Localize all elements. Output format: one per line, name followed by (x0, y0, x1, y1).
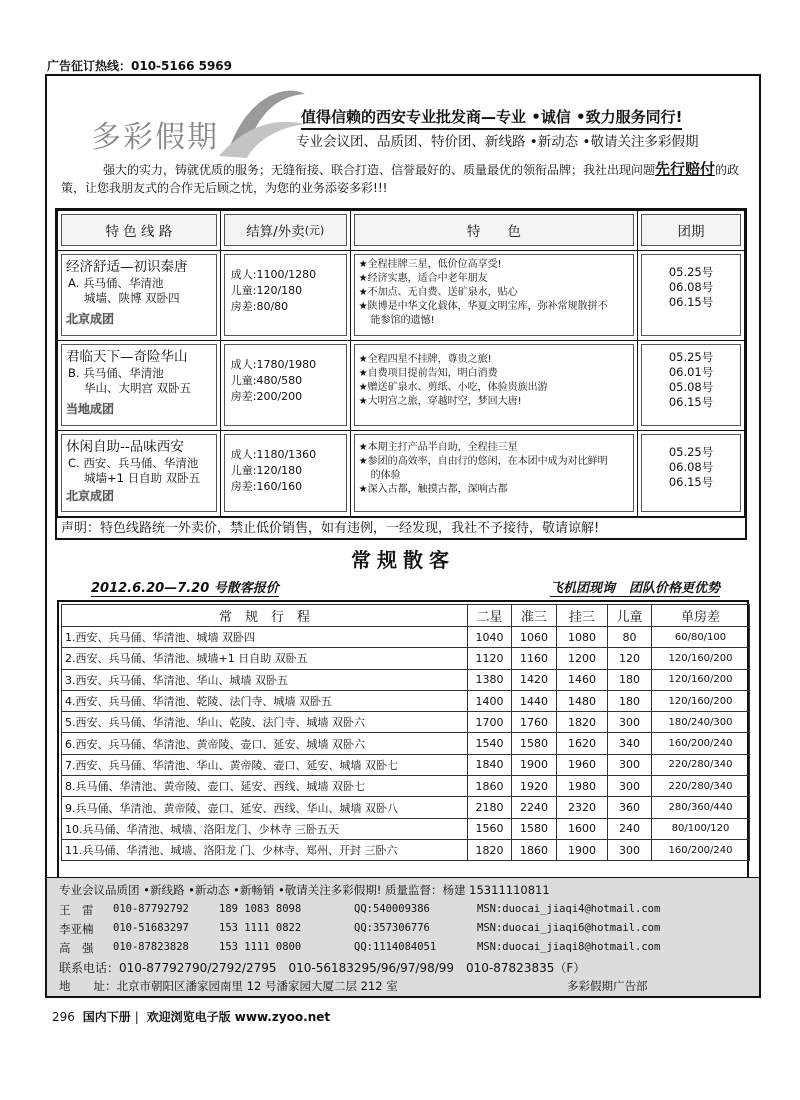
route-title: 休闲自助--品味西安 (66, 439, 184, 455)
regular-tours-panel (57, 600, 749, 880)
group-origin-stamp: 当地成团 (66, 402, 115, 416)
table-row: 7.西安、兵马俑、华清池、华山、黄帝陵、壶口、延安、城墙 双卧七 1840 1900 1960 300 220/280/340 (62, 754, 750, 775)
route-title: 经济舒适—初识秦唐 (66, 259, 188, 275)
route-dates: 05.25号 06.08号 06.15号 (641, 254, 741, 336)
route-dates: 05.25号 06.01号 05.08号 06.15号 (641, 344, 741, 426)
ad-header (47, 76, 759, 204)
route-features: ★本期主打产品半自助，全程挂三星 ★参团的高效率，自由行的悠闲，在本团中成为对比鲜明 的体验 ★深入古都，触摸古都，深响古都 (354, 434, 634, 512)
brand-logo (67, 84, 297, 154)
special-route-row (58, 341, 745, 431)
section-name: 国内下册 (82, 1010, 131, 1024)
intro-highlight: 先行赔付 (655, 160, 716, 178)
header-route: 特 色 线 路 (61, 214, 217, 246)
table-row: 2.西安、兵马俑、华清池、城墙+1 日自助 双卧五 1120 1160 1200 120 120/160/200 (62, 648, 750, 669)
special-routes-table (57, 210, 745, 517)
header-quasi-three: 准三 (512, 605, 557, 627)
route-title: 君临天下—奇险华山 (66, 349, 188, 365)
web-link: 欢迎浏览电子版 www.zyoo.net (146, 1010, 331, 1024)
special-routes-panel (55, 208, 747, 540)
header-single-room: 单房差 (652, 605, 750, 627)
header-itinerary: 常 规 行 程 (62, 605, 468, 627)
route-info: 君临天下—奇险华山 B. 兵马俑、华清池 华山、大明宫 双卧五 当地成团 (61, 344, 217, 426)
price-declaration: 声明：特色线路统一外卖价，禁止低价销售，如有违例，一经发现，我社不予接待，敬请谅解! (55, 517, 747, 541)
route-info: 经济舒适—初识秦唐 A. 兵马俑、华清池 城墙、陕博 双卧四 北京成团 (61, 254, 217, 336)
contact-phones: 联系电话：010-87792790/2792/2795 010-56183295/96/97/98/99 010-87823835（F） (59, 961, 586, 975)
page-number: 296 (52, 1010, 75, 1024)
headline: 值得信赖的西安专业批发商—专业 •诚信 •致力服务同行! (301, 106, 682, 130)
header-two-star: 二星 (468, 605, 512, 627)
contact-slogan: 专业会议品质团 •新线路 •新动态 •新畅销 •敬请关注多彩假期! 质量监督：杨建 15311110811 (59, 883, 550, 897)
header-three-star: 挂三 (557, 605, 608, 627)
route-features: ★全程挂牌三星，低价位高享受! ★经济实惠，适合中老年朋友 ★不加点、无自费、送矿泉水，贴心 ★陕博是中华文化载体，华夏文明宝库，弥补常规散拼不 能参馆的遗憾! (354, 254, 634, 336)
special-route-row (58, 251, 745, 341)
table-row: 9.兵马俑、华清池、黄帝陵、壶口、延安、西线、华山、城墙 双卧八 2180 2240 2320 360 280/360/440 (62, 797, 750, 818)
contact-department: 多彩假期广告部 (567, 979, 648, 993)
contact-address: 地 址：北京市朝阳区潘家园南里 12 号潘家园大厦二层 212 室 (59, 979, 398, 993)
intro-text: 强大的实力，铸就优质的服务；无缝衔接、联合打造、信誉最好的、质量最优的领衔品牌；我社出现问题先行赔付的政策，让您我朋友式的合作无后顾之忧，为您的业务添姿多彩!!! (61, 160, 740, 195)
group-origin-stamp: 北京成团 (66, 312, 115, 326)
route-price: 成人:1180/1360 儿童:120/180 房差:160/160 (224, 434, 347, 512)
logo-text: 多彩假期 (91, 120, 219, 155)
ad-hotline: 广告征订热线：010-5166 5969 (47, 59, 233, 73)
header-feature: 特 色 (354, 214, 634, 246)
route-price: 成人:1780/1980 儿童:480/580 房差:200/200 (224, 344, 347, 426)
route-features: ★全程四星不挂牌，尊贵之旅! ★自费项目提前告知，明白消费 ★赠送矿泉水、剪纸、小吃，体验贵族出游 ★大明宫之旅，穿越时空，梦回大唐! (354, 344, 634, 426)
special-header-row (58, 211, 745, 251)
table-row: 10.兵马俑、华清池、城墙、洛阳龙门、少林寺 三卧五天 1560 1580 1600 240 80/100/120 (62, 818, 750, 839)
route-info: 休闲自助--品味西安 C. 西安、兵马俑、华清池 城墙+1 日自助 双卧五 北京成团 (61, 434, 217, 512)
table-row: 6.西安、兵马俑、华清池、黄帝陵、壶口、延安、城墙 双卧六 1540 1580 1620 340 160/200/240 (62, 733, 750, 754)
route-dates: 05.25号 06.08号 06.15号 (641, 434, 741, 512)
contact-person: 高 强 010-87823828 153 1111 0800 QQ:1114084051 MSN:duocai_jiaqi8@hotmail.com (59, 941, 661, 955)
quote-period: 2012.6.20—7.20 号散客报价 (91, 577, 279, 597)
page-footer: 296 国内下册 | 欢迎浏览电子版 www.zyoo.net (52, 1010, 331, 1024)
special-route-row (58, 431, 745, 517)
header-dates: 团期 (641, 214, 741, 246)
section-title: 常规散客 (351, 548, 455, 572)
contact-panel (47, 877, 759, 996)
table-row: 1.西安、兵马俑、华清池、城墙 双卧四 1040 1060 1080 80 60/80/100 (62, 627, 750, 648)
header-price: 结算/外卖 (元) (224, 214, 347, 246)
advertisement-frame (45, 74, 761, 998)
table-row: 11.兵马俑、华清池、城墙、洛阳龙 门、少林寺、郑州、开封 三卧六 1820 1860 1900 300 160/200/240 (62, 839, 750, 860)
contact-person: 李亚楠 010-51683297 153 1111 0822 QQ:357306776 MSN:duocai_jiaqi6@hotmail.com (59, 922, 661, 936)
contact-person: 王 雷 010-87792792 189 1083 8098 QQ:540009386 MSN:duocai_jiaqi4@hotmail.com (59, 903, 661, 917)
swoosh-icon (217, 84, 307, 160)
table-row: 4.西安、兵马俑、华清池、乾陵、法门寺、城墙 双卧五 1400 1440 1480 180 120/160/200 (62, 690, 750, 711)
route-price: 成人:1100/1280 儿童:120/180 房差:80/80 (224, 254, 347, 336)
regular-header-row (62, 605, 750, 627)
table-row: 5.西安、兵马俑、华清池、华山、乾陵、法门寺、城墙 双卧六 1700 1760 1820 300 180/240/300 (62, 712, 750, 733)
header-child: 儿童 (608, 605, 652, 627)
group-origin-stamp: 北京成团 (66, 489, 115, 503)
table-row: 3.西安、兵马俑、华清池、华山、城墙 双卧五 1380 1420 1460 180 120/160/200 (62, 669, 750, 690)
quote-note: 飞机团现询 团队价格更优势 (550, 577, 720, 597)
regular-tours-table (61, 604, 750, 861)
subheadline: 专业会议团、品质团、特价团、新线路 •新动态 •敬请关注多彩假期 (296, 134, 699, 150)
table-row: 8.兵马俑、华清池、黄帝陵、壶口、延安、西线、城墙 双卧七 1860 1920 1980 300 220/280/340 (62, 776, 750, 797)
